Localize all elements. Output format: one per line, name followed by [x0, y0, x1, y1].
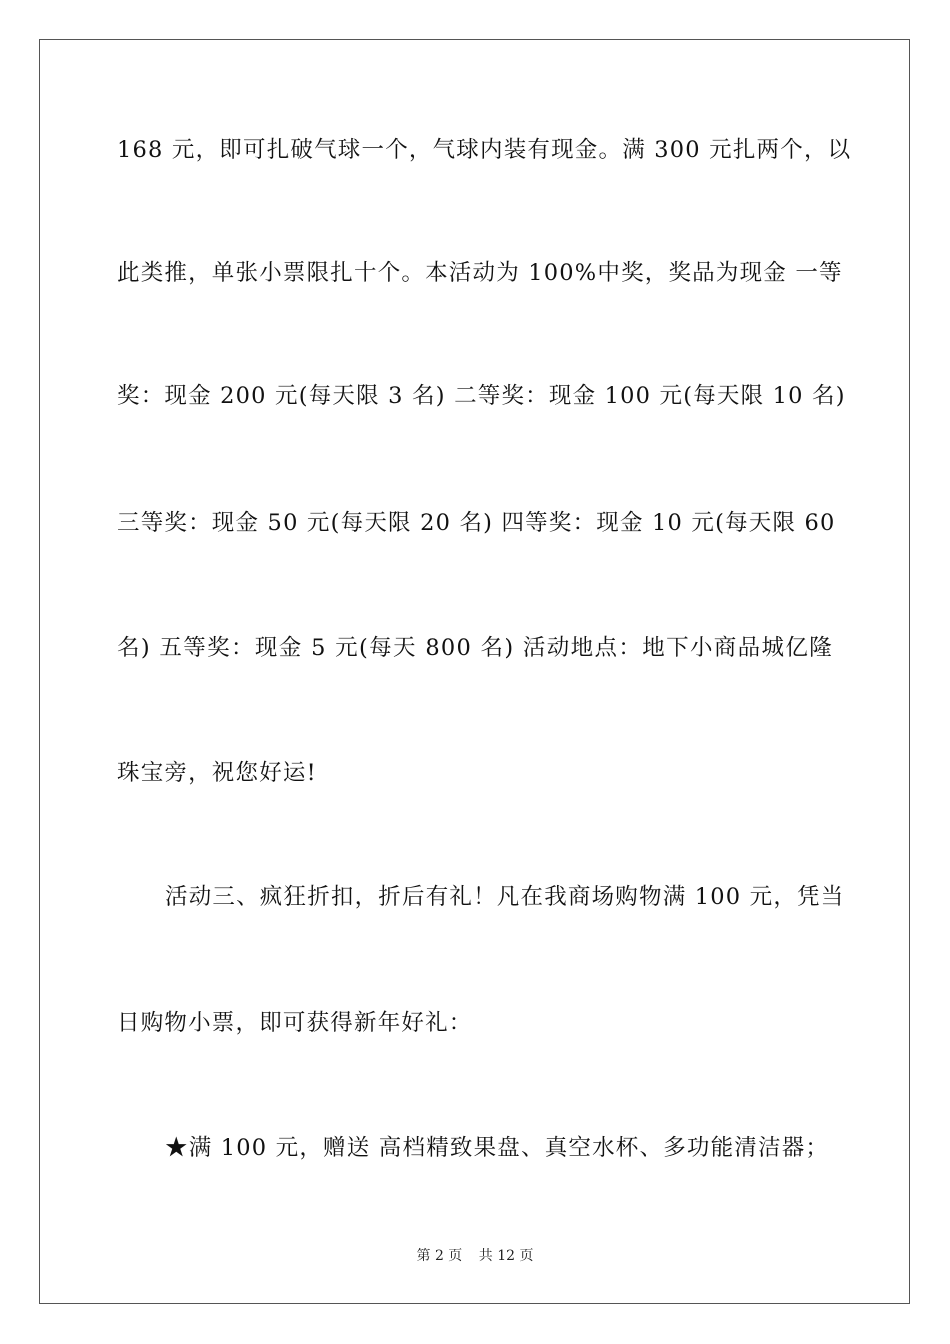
page-number: 第 2 页: [416, 1248, 463, 1264]
page-footer: [0, 1247, 950, 1265]
paragraph-line: 名) 五等奖：现金 5 元(每天 800 名) 活动地点：地下小商品城亿隆: [117, 635, 833, 661]
list-item: ★满 100 元，赠送 高档精致果盘、真空水杯、多功能清洁器；: [165, 1135, 830, 1161]
paragraph-line: 日购物小票，即可获得新年好礼：: [117, 1010, 473, 1036]
paragraph-line: 活动三、疯狂折扣，折后有礼！凡在我商场购物满 100 元，凭当: [165, 884, 845, 910]
paragraph-line: 珠宝旁，祝您好运!: [117, 760, 317, 786]
page-total: 共 12 页: [478, 1248, 534, 1264]
paragraph-line: 此类推，单张小票限扎十个。本活动为 100%中奖，奖品为现金 一等: [117, 260, 843, 286]
paragraph-line: 168 元，即可扎破气球一个，气球内装有现金。满 300 元扎两个，以: [117, 137, 852, 163]
paragraph-line: 三等奖：现金 50 元(每天限 20 名) 四等奖：现金 10 元(每天限 60: [117, 510, 836, 536]
page-frame: [39, 39, 910, 1304]
paragraph-line: 奖：现金 200 元(每天限 3 名) 二等奖：现金 100 元(每天限 10 名): [117, 383, 846, 409]
